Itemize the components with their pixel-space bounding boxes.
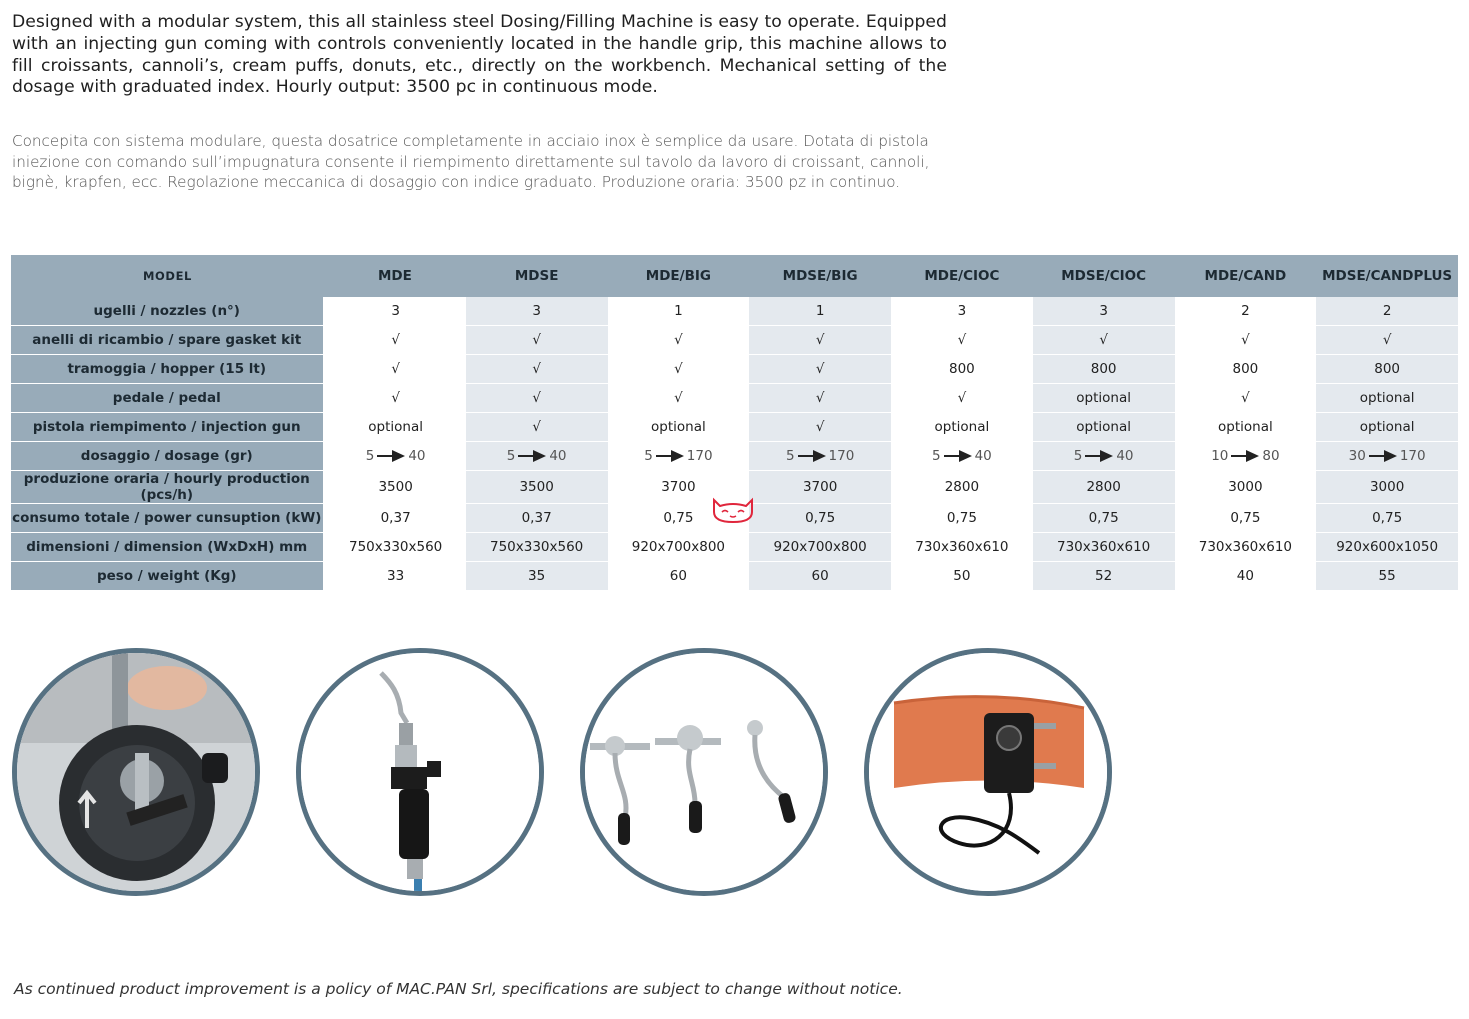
row-label: consumo totale / power cunsuption (kW) <box>11 504 324 533</box>
injection-gun-photo <box>296 648 544 896</box>
row-label: pedale / pedal <box>11 384 324 413</box>
arrow-right-icon <box>1368 450 1398 462</box>
table-row <box>11 533 1458 562</box>
range-min: 5 <box>785 448 795 464</box>
table-cell: optional <box>1033 413 1175 442</box>
table-cell: 730x360x610 <box>891 533 1033 562</box>
dosage-range <box>932 448 992 464</box>
table-cell: √ <box>749 384 891 413</box>
table-cell: 2800 <box>891 471 1033 504</box>
row-label: peso / weight (Kg) <box>11 562 324 591</box>
table-cell <box>324 442 466 471</box>
row-label: tramoggia / hopper (15 lt) <box>11 355 324 384</box>
header-model-mdse: MDSE <box>466 255 608 297</box>
range-max: 170 <box>686 448 713 464</box>
table-cell: 1 <box>749 297 891 326</box>
table-cell: 52 <box>1033 562 1175 591</box>
table-cell: 3700 <box>749 471 891 504</box>
table-cell: 2 <box>1175 297 1317 326</box>
nozzles-illustration <box>585 653 823 891</box>
table-row <box>11 562 1458 591</box>
table-cell <box>749 442 891 471</box>
range-max: 80 <box>1262 448 1280 464</box>
table-cell <box>1175 442 1317 471</box>
range-max: 40 <box>974 448 992 464</box>
table-cell: √ <box>749 326 891 355</box>
table-cell: √ <box>608 384 750 413</box>
table-cell: 40 <box>1175 562 1317 591</box>
table-cell: √ <box>1316 326 1458 355</box>
arrow-right-icon <box>943 450 973 462</box>
table-cell: 33 <box>324 562 466 591</box>
row-label: anelli di ricambio / spare gasket kit <box>11 326 324 355</box>
table-cell: optional <box>1175 413 1317 442</box>
range-max: 40 <box>549 448 567 464</box>
table-cell <box>466 442 608 471</box>
table-cell: √ <box>749 355 891 384</box>
range-min: 5 <box>931 448 941 464</box>
table-cell: √ <box>324 355 466 384</box>
header-model-mde-cand: MDE/CAND <box>1175 255 1317 297</box>
table-row <box>11 297 1458 326</box>
table-cell: 3 <box>466 297 608 326</box>
table-cell: √ <box>466 384 608 413</box>
table-cell: √ <box>749 413 891 442</box>
table-cell <box>1316 442 1458 471</box>
table-cell: √ <box>324 384 466 413</box>
header-model-mdse-cioc: MDSE/CIOC <box>1033 255 1175 297</box>
table-cell: 3000 <box>1316 471 1458 504</box>
table-cell: √ <box>466 326 608 355</box>
header-model-label: MODEL <box>11 255 324 297</box>
heating-belt-illustration <box>869 653 1107 891</box>
table-cell: optional <box>1316 413 1458 442</box>
table-cell: 920x700x800 <box>608 533 750 562</box>
table-cell: 0,75 <box>1033 504 1175 533</box>
table-cell: 0,75 <box>608 504 750 533</box>
table-cell: 800 <box>1033 355 1175 384</box>
table-cell: 3500 <box>324 471 466 504</box>
range-min: 30 <box>1348 448 1366 464</box>
table-cell: 3 <box>1033 297 1175 326</box>
table-cell: 0,75 <box>749 504 891 533</box>
range-min: 5 <box>1073 448 1083 464</box>
table-cell <box>608 442 750 471</box>
table-cell: optional <box>1316 384 1458 413</box>
header-model-mdse-big: MDSE/BIG <box>749 255 891 297</box>
table-cell: optional <box>891 413 1033 442</box>
arrow-right-icon <box>1230 450 1260 462</box>
table-cell: 50 <box>891 562 1033 591</box>
table-cell: optional <box>608 413 750 442</box>
table-row <box>11 326 1458 355</box>
table-cell: optional <box>1033 384 1175 413</box>
table-row <box>11 442 1458 471</box>
specs-table <box>11 255 1458 591</box>
table-cell: √ <box>466 355 608 384</box>
range-max: 40 <box>1116 448 1134 464</box>
description-english: Designed with a modular system, this all stainless steel Dosing/Filling Machine is easy to operate. Equipped with an injecting gun coming with controls conveniently located in the handle grip, this machine allows to fill croissants, cannoli’s, cream puffs, donuts, etc., directly on the workbench. Mechanical setting of the dosage with graduated index. Hourly output: 3500 pc in continuous mode. <box>12 12 947 98</box>
table-cell: 35 <box>466 562 608 591</box>
table-cell: 800 <box>891 355 1033 384</box>
table-row <box>11 413 1458 442</box>
table-cell: 3 <box>324 297 466 326</box>
dosage-range <box>1074 448 1134 464</box>
row-label: pistola riempimento / injection gun <box>11 413 324 442</box>
table-cell: 3 <box>891 297 1033 326</box>
table-cell: 800 <box>1316 355 1458 384</box>
range-min: 5 <box>644 448 653 464</box>
range-min: 5 <box>365 448 375 464</box>
dosage-range <box>1211 448 1279 464</box>
table-cell: 750x330x560 <box>466 533 608 562</box>
header-model-mde-cioc: MDE/CIOC <box>891 255 1033 297</box>
table-cell: 800 <box>1175 355 1317 384</box>
footnote: As continued product improvement is a policy of MAC.PAN Srl, specifications are subject to change without notice. <box>14 980 903 998</box>
table-cell: √ <box>1033 326 1175 355</box>
table-cell: √ <box>891 384 1033 413</box>
row-label: produzione oraria / hourly production (pcs/h) <box>11 471 324 504</box>
cat-mascot-icon <box>708 496 758 524</box>
injection-gun-illustration <box>301 653 539 891</box>
table-cell: 3000 <box>1175 471 1317 504</box>
header-model-mdse-candplus: MDSE/CANDPLUS <box>1316 255 1458 297</box>
table-cell: √ <box>1175 384 1317 413</box>
table-cell: 2 <box>1316 297 1458 326</box>
dosage-range <box>644 448 712 464</box>
arrow-right-icon <box>655 450 685 462</box>
table-header-row <box>11 255 1458 297</box>
table-cell: 60 <box>608 562 750 591</box>
range-max: 40 <box>408 448 426 464</box>
table-cell: 3700 <box>608 471 750 504</box>
arrow-right-icon <box>1084 450 1114 462</box>
table-cell: 1 <box>608 297 750 326</box>
row-label: dimensioni / dimension (WxDxH) mm <box>11 533 324 562</box>
table-cell: 730x360x610 <box>1033 533 1175 562</box>
table-cell: √ <box>608 355 750 384</box>
table-cell <box>1033 442 1175 471</box>
arrow-right-icon <box>797 450 827 462</box>
table-cell: 60 <box>749 562 891 591</box>
table-cell <box>891 442 1033 471</box>
range-max: 170 <box>828 448 855 464</box>
row-label: dosaggio / dosage (gr) <box>11 442 324 471</box>
heating-belt-photo <box>864 648 1112 896</box>
description-italian: Concepita con sistema modulare, questa dosatrice completamente in acciaio inox è semplice da usare. Dotata di pistola iniezione con comando sull’impugnatura consente il riempimento direttamente sul tavolo da lavoro di croissant, cannoli, bignè, krapfen, ecc. Regolazione meccanica di dosaggio con indice graduato. Produzione oraria: 3500 pz in continuo. <box>12 132 930 192</box>
range-max: 170 <box>1399 448 1426 464</box>
table-cell: 750x330x560 <box>324 533 466 562</box>
header-model-mde: MDE <box>324 255 466 297</box>
table-cell: 0,75 <box>1175 504 1317 533</box>
header-model-mde-big: MDE/BIG <box>608 255 750 297</box>
table-cell: 0,37 <box>466 504 608 533</box>
table-cell: 2800 <box>1033 471 1175 504</box>
table-cell: √ <box>324 326 466 355</box>
dosage-range <box>786 448 854 464</box>
table-cell: √ <box>466 413 608 442</box>
nozzles-photo <box>580 648 828 896</box>
table-cell: 0,75 <box>891 504 1033 533</box>
table-row <box>11 355 1458 384</box>
table-cell: 0,75 <box>1316 504 1458 533</box>
dosage-range <box>1349 448 1426 464</box>
table-cell: 55 <box>1316 562 1458 591</box>
table-cell: 920x600x1050 <box>1316 533 1458 562</box>
dosage-range <box>366 448 426 464</box>
arrow-right-icon <box>517 450 547 462</box>
table-cell: √ <box>1175 326 1317 355</box>
table-cell: 3500 <box>466 471 608 504</box>
table-row <box>11 384 1458 413</box>
dosage-dial-illustration <box>17 653 255 891</box>
row-label: ugelli / nozzles (n°) <box>11 297 324 326</box>
dosage-range <box>507 448 567 464</box>
range-min: 10 <box>1211 448 1229 464</box>
range-min: 5 <box>506 448 516 464</box>
table-cell: √ <box>608 326 750 355</box>
table-cell: 0,37 <box>324 504 466 533</box>
table-cell: 730x360x610 <box>1175 533 1317 562</box>
table-cell: √ <box>891 326 1033 355</box>
arrow-right-icon <box>376 450 406 462</box>
table-cell: 920x700x800 <box>749 533 891 562</box>
table-cell: optional <box>324 413 466 442</box>
dosage-dial-photo <box>12 648 260 896</box>
